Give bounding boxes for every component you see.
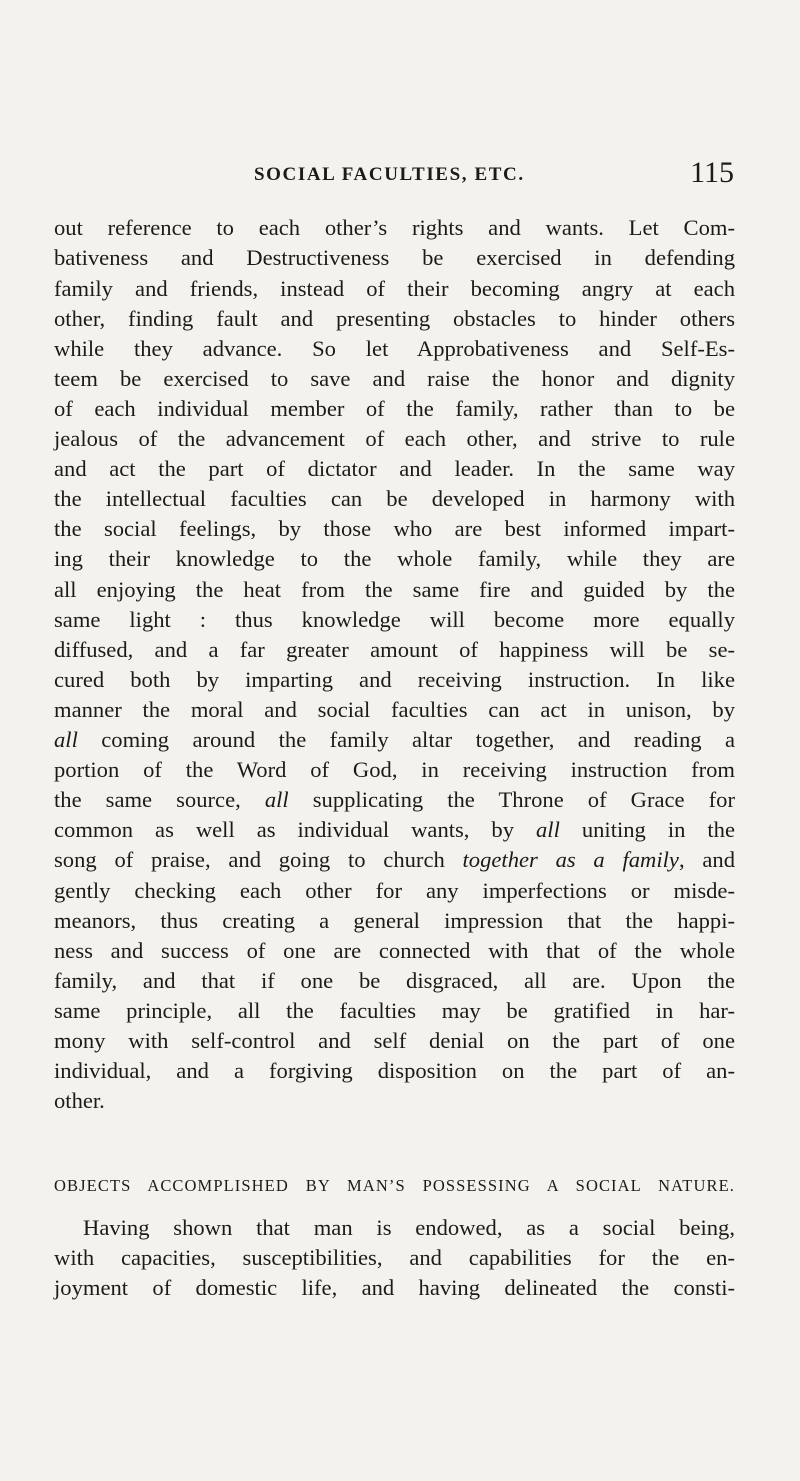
italic-word: all xyxy=(264,787,289,812)
text-line: family and friends, instead of their becoming angry at each xyxy=(54,276,735,301)
text-line: song of praise, and going to church together as a family, and xyxy=(54,847,735,872)
text-line: jealous of the advancement of each other, and strive to rule xyxy=(54,426,735,451)
section-heading: OBJECTS ACCOMPLISHED BY MAN’S POSSESSING A SOCIAL NATURE. xyxy=(54,1176,735,1195)
text-line: while they advance. So let Approbativeness and Self-Es- xyxy=(54,336,735,361)
text-line: portion of the Word of God, in receiving instruction from xyxy=(54,757,735,782)
text-line: diffused, and a far greater amount of happiness will be se- xyxy=(54,637,735,662)
text-line: of each individual member of the family, rather than to be xyxy=(54,396,735,421)
text-line: the same source, all supplicating the Throne of Grace for xyxy=(54,787,735,812)
text-line: individual, and a forgiving disposition on the part of an- xyxy=(54,1058,735,1083)
text-line: other, finding fault and presenting obstacles to hinder others xyxy=(54,306,735,331)
text-line: meanors, thus creating a general impression that the happi- xyxy=(54,908,735,933)
text-line: manner the moral and social faculties can act in unison, by xyxy=(54,697,735,722)
text-line: gently checking each other for any imperfections or misde- xyxy=(54,878,735,903)
text-line: common as well as individual wants, by all uniting in the xyxy=(54,817,735,842)
text-line: same light : thus knowledge will become more equally xyxy=(54,607,735,632)
text-line: all coming around the family altar together, and reading a xyxy=(54,727,735,752)
text-line: bativeness and Destructiveness be exercised in defending xyxy=(54,245,735,270)
italic-word: all xyxy=(536,817,560,842)
text-line: out reference to each other’s rights and wants. Let Com- xyxy=(54,215,735,240)
italic-phrase: together as a family xyxy=(462,847,679,872)
text-line: Having shown that man is endowed, as a social being, xyxy=(83,1215,735,1240)
running-head xyxy=(254,150,734,190)
text-line: the social feelings, by those who are best informed impart- xyxy=(54,516,735,541)
text-line: and act the part of dictator and leader. In the same way xyxy=(54,456,735,481)
text-line: cured both by imparting and receiving instruction. In like xyxy=(54,667,735,692)
text-line: other. xyxy=(54,1088,105,1113)
text-line: the intellectual faculties can be developed in harmony with xyxy=(54,486,735,511)
text-line: family, and that if one be disgraced, all are. Upon the xyxy=(54,968,735,993)
text-line: with capacities, susceptibilities, and capabilities for the en- xyxy=(54,1245,735,1270)
italic-word: all xyxy=(54,727,78,752)
running-title: SOCIAL FACULTIES, ETC. xyxy=(254,164,525,185)
text-line: ing their knowledge to the whole family, while they are xyxy=(54,546,735,571)
text-line: ness and success of one are connected with that of the whole xyxy=(54,938,735,963)
page-number: 115 xyxy=(690,156,734,189)
text-line: teem be exercised to save and raise the honor and dignity xyxy=(54,366,735,391)
text-line: joyment of domestic life, and having delineated the consti- xyxy=(54,1275,735,1300)
text-line: same principle, all the faculties may be gratified in har- xyxy=(54,998,735,1023)
text-line: mony with self-control and self denial on the part of one xyxy=(54,1028,735,1053)
text-line: all enjoying the heat from the same fire and guided by the xyxy=(54,577,735,602)
